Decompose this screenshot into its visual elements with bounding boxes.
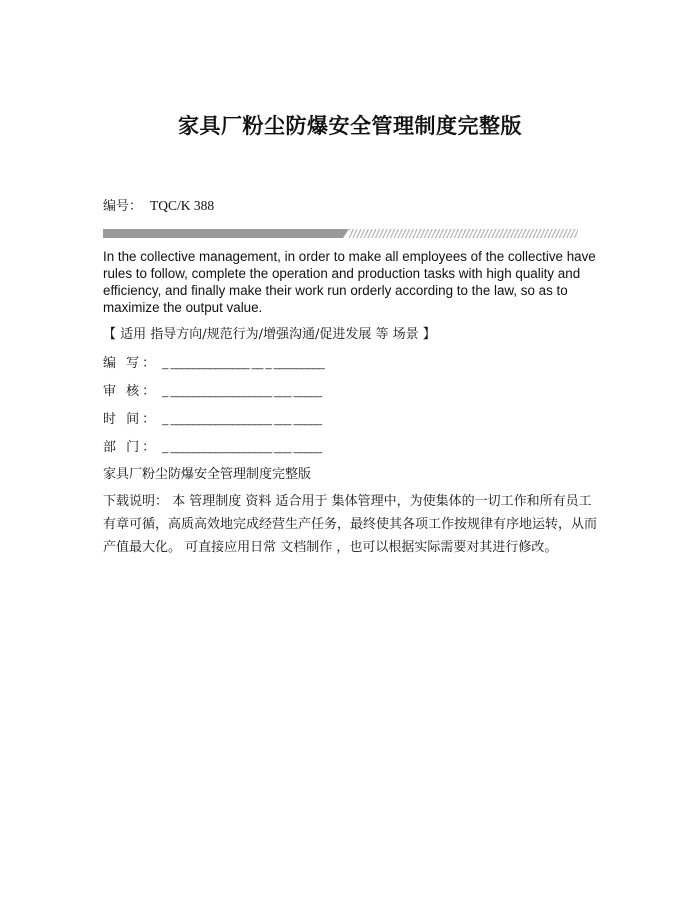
field-label: 部 门： [103, 440, 159, 455]
decorative-divider [103, 229, 578, 238]
english-paragraph: In the collective management, in order to make all employees of the collective have rules to follow, complete the operation and production tasks with high quality and efficiency, and finally make their work run orderly according to the law, so as to maximize the output value. [103, 249, 596, 315]
field-row-author [103, 352, 324, 371]
field-label: 时 间： [103, 412, 159, 427]
field-blank-line: _ ______________ __ _ _________ [162, 358, 325, 370]
field-blank-line: _ __________________ ___ _____ [162, 386, 322, 398]
field-row-time [103, 408, 322, 427]
document-title: 家具厂粉尘防爆安全管理制度完整版 [178, 113, 522, 138]
download-description-paragraph: 下载说明： 本 管理制度 资料 适合用于 集体管理中，为使集体的一切工作和所有员工有章可循，高质高效地完成经营生产任务，最终使其各项工作按规律有序地运转，从而产值最大化。 可直接应用日常 文档制作 ，也可以根据实际需要对其进行修改。 [103, 494, 598, 555]
document-code-label: 编号： [103, 199, 143, 214]
applicable-scenarios-line: 【 适用 指导方向/规范行为/增强沟通/促进发展 等 场景 】 [103, 327, 436, 342]
divider-hatched-segment [349, 229, 578, 238]
field-blank-line: _ __________________ ___ _____ [162, 442, 322, 454]
document-code-value: TQC/K 388 [150, 198, 215, 213]
repeated-title: 家具厂粉尘防爆安全管理制度完整版 [103, 467, 312, 482]
field-row-reviewer [103, 380, 322, 399]
field-row-department [103, 436, 322, 455]
field-label: 审 核： [103, 384, 159, 399]
field-label: 编 写： [103, 356, 159, 371]
field-blank-line: _ __________________ ___ _____ [162, 414, 322, 426]
divider-solid-segment [103, 229, 343, 238]
document-code-row [103, 195, 214, 214]
